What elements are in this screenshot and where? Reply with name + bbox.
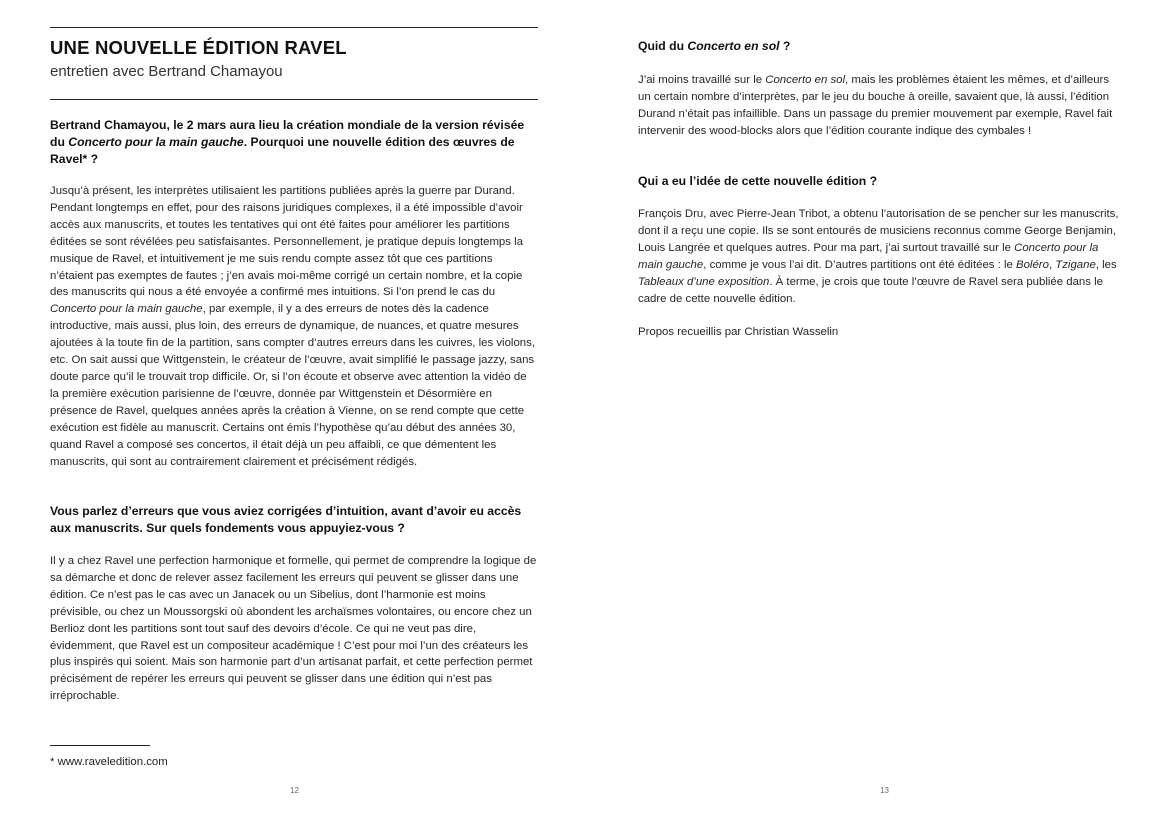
answer-4-tableaux: Tableaux d’une exposition (638, 275, 770, 288)
question-1-text: Bertrand Chamayou, le 2 mars aura lieu la création mondiale de la version révisée du (50, 118, 525, 150)
answer-3 (638, 72, 1124, 140)
answer-3-text-end: , mais les problèmes étaient les mêmes, et d’ailleurs un certain nombre d’interprètes, par le jeu du bouche à oreille, savaient que, là aussi, l’édition Durand n’était pas infaillible. Dans un passage du premier mouvement par exemple, Ravel fait intervenir des wood-blocks alors que l’édition courante indique des cymbales ! (638, 74, 1113, 137)
answer-4-bolero: Boléro (1016, 258, 1049, 271)
answer-2: Il y a chez Ravel une perfection harmonique et formelle, qui permet de comprendre la logique de sa démarche et donc de relever assez facilement les erreurs qui peuvent se glisser dans une édition. Ce n’est pas le cas avec un Janacek ou un Sibelius, dont l’harmonie est moins prévisible, ou chez un Moussorgski où abondent les archaïsmes volontaires, ou encore chez un Berlioz dont les partitions sont tout sauf des devoirs d’école. Ce qui ne veut pas dire, évidemment, que Ravel est un compositeur académique ! C’est pour moi l’un des créateurs les plus inspirés qui soient. Mais son harmonie part d’un artisanat parfait, et cette perfection permet précisément de repérer les erreurs qui peuvent se glisser dans une édition qui n’est pas irréprochable. (50, 555, 537, 703)
question-4: Qui a eu l’idée de cette nouvelle édition ? (638, 174, 878, 188)
answer-4 (638, 206, 1124, 307)
footnote: * www.raveledition.com (50, 756, 168, 768)
article-subtitle: entretien avec Bertrand Chamayou (50, 63, 283, 80)
right-page (586, 0, 1171, 822)
footnote-rule (50, 745, 150, 746)
answer-1-work-title: Concerto pour la main gauche (50, 303, 203, 316)
answer-3-work-title: Concerto en sol (765, 74, 846, 86)
top-rule (50, 27, 538, 28)
question-3-work-title: Concerto en sol (687, 39, 780, 53)
left-page (0, 0, 585, 822)
article-title: UNE NOUVELLE ÉDITION RAVEL (50, 37, 347, 58)
answer-4-sep-1: , (1048, 258, 1056, 271)
answer-4-text-end: . À terme, je crois que toute l’œuvre de Ravel sera publiée dans le cadre de cette nouvelle édition. (638, 275, 1103, 305)
question-2: Vous parlez d’erreurs que vous aviez corrigées d’intuition, avant d’avoir eu accès aux manuscrits. Sur quels fondements vous appuyiez-vous ? (50, 504, 522, 536)
answer-4-sep-2: , les (1095, 258, 1117, 271)
question-1 (50, 117, 538, 169)
page-number-left: 12 (290, 786, 299, 795)
answer-1-text-end: , par exemple, il y a des erreurs de notes dès la cadence introductive, mais aussi, plus loin, des erreurs de dynamique, de nuances, et quatre mesures ajoutées à la toute fin de la partition, sans compter d’autres erreurs dans les cuivres, les violons, etc. On sait aussi que Wittgenstein, le créateur de l’œuvre, avait simplifié le passage jazzy, sans doute parce qu’il le trouvait trop difficile. Or, si l’on écoute et observe avec attention la vidéo de la première exécution parisienne de l’œuvre, donnée par Wittgenstein et Désormière en présence de Ravel, quelques années après la création à Vienne, on se rend compte que cette exécution est fidèle au manuscrit. Certains ont émis l’hypothèse qu’au début des années 30, quand Ravel a composé ses concertos, il était déjà un peu affaibli, ce que démentent les manuscrits, qui sont au contrairement clairement et précisément rédigés. (50, 303, 535, 468)
question-3-text-end: ? (779, 39, 791, 53)
header-rule (50, 99, 538, 100)
answer-1-text: Jusqu’à présent, les interprètes utilisaient les partitions publiées après la guerre par Durand. Pendant longtemps en effet, pour des raisons juridiques complexes, il a été impossible d’avoir accès aux manuscrits, et toutes les tentatives qui ont été faites pour améliorer les partitions éditées se sont révélées peu satisfaisantes. Personnellement, je pratique depuis longtemps la musique de Ravel, et intuitivement je me suis rendu compte assez tôt que ces partitions n’étaient pas exemptes de fautes ; j’en avais moi-même corrigé un certain nombre, et la copie des manuscrits qui nous a été envoyée a confirmé mes intuitions. Si l’on prend le cas du (50, 185, 523, 299)
answer-4-work-title: Concerto pour la main gauche (638, 241, 1099, 271)
question-1-work-title: Concerto pour la main gauche (68, 135, 244, 150)
interview-credit: Propos recueillis par Christian Wasselin (638, 326, 839, 338)
question-3-text: Quid du (638, 39, 688, 53)
answer-4-tzigane: Tzigane (1055, 258, 1096, 271)
page-number-right: 13 (880, 786, 889, 795)
answer-4-text: François Dru, avec Pierre-Jean Tribot, a obtenu l’autorisation de se pencher sur les manuscrits, dont il a reçu une copie. Ils se sont entourés de musiciens reconnus comme George Benjamin, Louis Langrée et quelques autres. Pour ma part, j’ai surtout travaillé sur le (638, 208, 1119, 254)
question-1-text-end: . Pourquoi une nouvelle édition des œuvres de Ravel* ? (50, 135, 515, 167)
answer-4-text-mid: , comme je vous l’ai dit. D’autres partitions ont été éditées : le (703, 258, 1016, 271)
question-3 (638, 38, 1124, 55)
answer-3-text: J’ai moins travaillé sur le (638, 74, 766, 86)
answer-1 (50, 183, 538, 470)
